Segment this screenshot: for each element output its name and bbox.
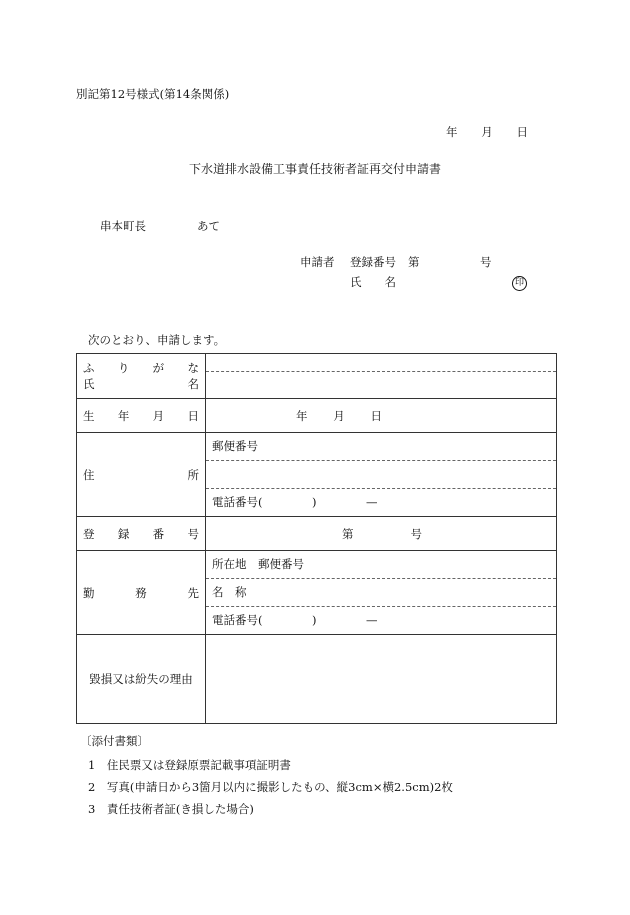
name-char: 名 bbox=[384, 275, 396, 289]
seal-icon: 印 bbox=[512, 276, 527, 291]
seal-mark bbox=[512, 274, 527, 291]
attachments-heading: 〔添付書類〕 bbox=[80, 734, 149, 748]
furigana-label bbox=[77, 360, 205, 376]
label-char: 登 bbox=[83, 526, 95, 541]
workplace-label bbox=[77, 585, 205, 601]
address-label bbox=[77, 467, 205, 483]
attachment-item bbox=[88, 757, 291, 773]
address-label-cell bbox=[77, 433, 206, 517]
attachment-number: 1 bbox=[88, 758, 96, 772]
address-cell bbox=[206, 433, 557, 517]
registration-number-label bbox=[77, 526, 205, 542]
label-char: 勤 bbox=[83, 585, 95, 600]
registration-number-value bbox=[342, 526, 422, 542]
label-char: 務 bbox=[135, 585, 147, 600]
date-unit: 日 bbox=[370, 408, 382, 423]
workplace-row bbox=[77, 551, 557, 635]
date-day-label: 日 bbox=[516, 125, 528, 139]
attachment-text: 写真(申請日から3箇月以内に撮影したもの、縦3cm×横2.5cm)2枚 bbox=[106, 780, 453, 794]
name-value-cell bbox=[206, 354, 557, 399]
workplace-location-field[interactable] bbox=[206, 551, 556, 579]
registration-label-cell bbox=[77, 517, 206, 551]
label-char: 号 bbox=[187, 526, 199, 541]
address-line-field[interactable] bbox=[206, 461, 556, 489]
label-char: 年 bbox=[117, 408, 130, 423]
registration-row bbox=[77, 517, 557, 551]
applicant-name-label bbox=[350, 274, 396, 290]
label-char: 番 bbox=[152, 526, 165, 541]
document-title: 下水道排水設備工事責任技術者証再交付申請書 bbox=[188, 162, 441, 176]
application-form-table bbox=[76, 353, 557, 724]
label-char: 日 bbox=[187, 408, 199, 423]
date-unit: 年 bbox=[296, 408, 308, 423]
attachment-text: 責任技術者証(き損した場合) bbox=[106, 802, 254, 816]
postal-label: 郵便番号 bbox=[212, 439, 258, 453]
label-char: 録 bbox=[117, 526, 130, 541]
date-unit: 月 bbox=[333, 408, 345, 423]
attachment-item bbox=[88, 801, 254, 817]
name-label-cell bbox=[77, 354, 206, 399]
addressee-suffix: あて bbox=[197, 219, 220, 233]
label-char: 名 bbox=[187, 377, 199, 391]
reason-field[interactable] bbox=[206, 635, 557, 724]
birthdate-value bbox=[296, 408, 382, 424]
form-reference: 別記第12号様式(第14条関係) bbox=[76, 87, 230, 101]
workplace-phone-field[interactable] bbox=[206, 607, 556, 634]
name-field[interactable] bbox=[206, 372, 556, 398]
workplace-label-cell bbox=[77, 551, 206, 635]
furigana-field[interactable] bbox=[206, 354, 556, 372]
label-char: 所 bbox=[187, 467, 199, 482]
address-phone-field[interactable] bbox=[206, 489, 556, 516]
name-row bbox=[77, 354, 557, 399]
reason-label: 毀損又は紛失の理由 bbox=[89, 672, 193, 686]
label-char: り bbox=[117, 361, 130, 375]
label-char: 氏 bbox=[83, 377, 95, 391]
phone-close-paren: ) bbox=[312, 613, 317, 627]
attachment-item bbox=[88, 779, 453, 795]
workplace-name-field[interactable] bbox=[206, 579, 556, 607]
registration-label: 登録番号 bbox=[350, 255, 396, 269]
applicant-label: 申請者 bbox=[300, 255, 335, 269]
attachment-text: 住民票又は登録原票記載事項証明書 bbox=[106, 758, 291, 772]
phone-label: 電話番号( bbox=[212, 613, 263, 627]
label-char: 月 bbox=[152, 408, 165, 423]
birthdate-label-cell bbox=[77, 399, 206, 433]
birthdate-row bbox=[77, 399, 557, 433]
phone-label: 電話番号( bbox=[212, 495, 263, 509]
birthdate-field[interactable] bbox=[206, 399, 557, 433]
address-postal-field[interactable] bbox=[206, 433, 556, 461]
location-label: 所在地 郵便番号 bbox=[212, 557, 304, 571]
date-month-label: 月 bbox=[481, 125, 493, 139]
phone-dash: — bbox=[366, 613, 378, 627]
name-char: 氏 bbox=[350, 275, 362, 289]
address-row bbox=[77, 433, 557, 517]
registration-go: 号 bbox=[480, 255, 492, 269]
reason-label-cell bbox=[77, 635, 206, 724]
label-char: が bbox=[152, 361, 165, 375]
name-label bbox=[77, 376, 205, 392]
label-char: ふ bbox=[83, 361, 95, 375]
date-year-label: 年 bbox=[446, 125, 458, 139]
label-char: 生 bbox=[83, 408, 95, 423]
birthdate-label bbox=[77, 408, 205, 424]
date-line bbox=[446, 124, 528, 140]
reg-dai: 第 bbox=[342, 526, 354, 541]
label-char: 住 bbox=[83, 467, 95, 482]
workplace-name-label: 名 称 bbox=[212, 585, 247, 599]
attachment-number: 2 bbox=[88, 780, 96, 794]
label-char: 先 bbox=[187, 585, 199, 600]
attachment-number: 3 bbox=[88, 802, 96, 816]
phone-dash: — bbox=[366, 495, 378, 509]
registration-dai: 第 bbox=[408, 255, 420, 269]
phone-close-paren: ) bbox=[312, 495, 317, 509]
workplace-cell bbox=[206, 551, 557, 635]
label-char: な bbox=[187, 361, 199, 375]
reg-go: 号 bbox=[410, 526, 422, 541]
addressee: 串本町長 bbox=[100, 219, 146, 233]
reason-row bbox=[77, 635, 557, 724]
registration-number-field[interactable] bbox=[206, 517, 557, 551]
intro-text: 次のとおり、申請します。 bbox=[88, 333, 226, 347]
